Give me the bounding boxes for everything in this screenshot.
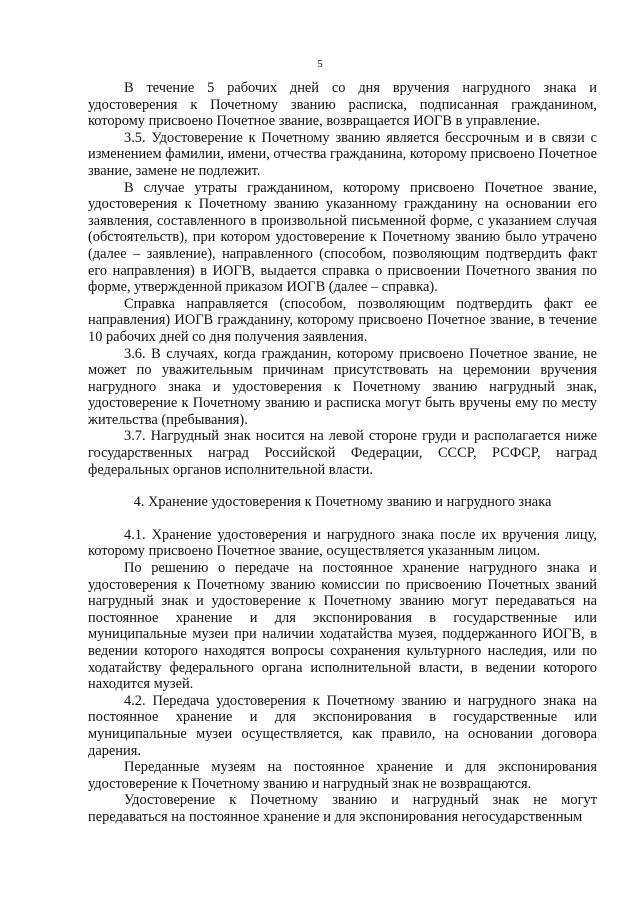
paragraph-4-1: 4.1. Хранение удостоверения и нагрудного знака после их вручения лицу, которому присвоено Почетное звание, осуществляется указанным лицом. — [88, 526, 597, 560]
section-heading: 4. Хранение удостоверения к Почетному званию и нагрудного знака — [133, 494, 552, 511]
paragraph-4-2: 4.2. Передача удостоверения к Почетному званию и нагрудного знака на постоянное хранение и для экспонирования в государственные или муниципальные музеи осуществляется, как правило, на основании договора дарения. — [88, 692, 597, 759]
paragraph-certificate-sending: Справка направляется (способом, позволяющим подтвердить факт ее направления) ИОГВ гражданину, которому присвоено Почетное звание, в течение 10 рабочих дней со дня получения заявления. — [88, 295, 597, 345]
paragraph-loss-of-certificate: В случае утраты гражданином, которому присвоено Почетное звание, удостоверения к Почетному званию указанному гражданину на основании его заявления, составленного в произвольной письменной форме, с указанием случая (обстоятельств), при котором удостоверение к Почетному званию было утрачено (далее – заявление), направленного (способом, позволяющим подтвердить факт его направления) в ИОГВ, выдается справка о присвоении Почетного звания по форме, утвержденной приказом ИОГВ (далее – справка). — [88, 179, 597, 296]
paragraph-non-state-museums: Удостоверение к Почетному званию и нагрудный знак не могут передаваться на постоянное хранение и для экспонирования негосударственным — [88, 792, 597, 825]
paragraph-return-receipt: В течение 5 рабочих дней со дня вручения нагрудного знака и удостоверения к Почетному званию расписка, подписанная гражданином, которому присвоено Почетное звание, возвращается ИОГВ в управление. — [88, 80, 597, 130]
paragraph-3-6: 3.6. В случаях, когда гражданин, которому присвоено Почетное звание, не может по уважительным причинам присутствовать на церемонии вручения нагрудного знака и удостоверения к Почетному званию нагрудный знак, удостоверение к Почетному званию и расписка могут быть вручены ему по месту жительства (пребывания). — [88, 345, 597, 428]
paragraph-not-returned: Переданные музеям на постоянное хранение и для экспонирования удостоверение к Почетному званию и нагрудный знак не возвращаются. — [88, 759, 597, 792]
page-number: 5 — [317, 58, 323, 70]
paragraph-3-5: 3.5. Удостоверение к Почетному званию является бессрочным и в связи с изменением фамилии, имени, отчества гражданина, которому присвоено Почетное звание, замене не подлежит. — [88, 129, 597, 179]
paragraph-3-7: 3.7. Нагрудный знак носится на левой стороне груди и располагается ниже государственных наград Российской Федерации, СССР, РСФСР, наград федеральных органов исполнительной власти. — [88, 428, 597, 478]
document-body — [88, 80, 597, 826]
paragraph-transfer-decision: По решению о передаче на постоянное хранение нагрудного знака и удостоверения к Почетному званию комиссии по присвоению Почетных званий нагрудный знак и удостоверение к Почетному званию могут передаваться на постоянное хранение и для экспонирования в государственные или муниципальные музеи при наличии ходатайства музея, поддержанного ИОГВ, в ведении которого находятся вопросы сохранения культурного наследия, или по ходатайству федерального органа исполнительной власти, в ведении которого находится музей. — [88, 560, 597, 693]
